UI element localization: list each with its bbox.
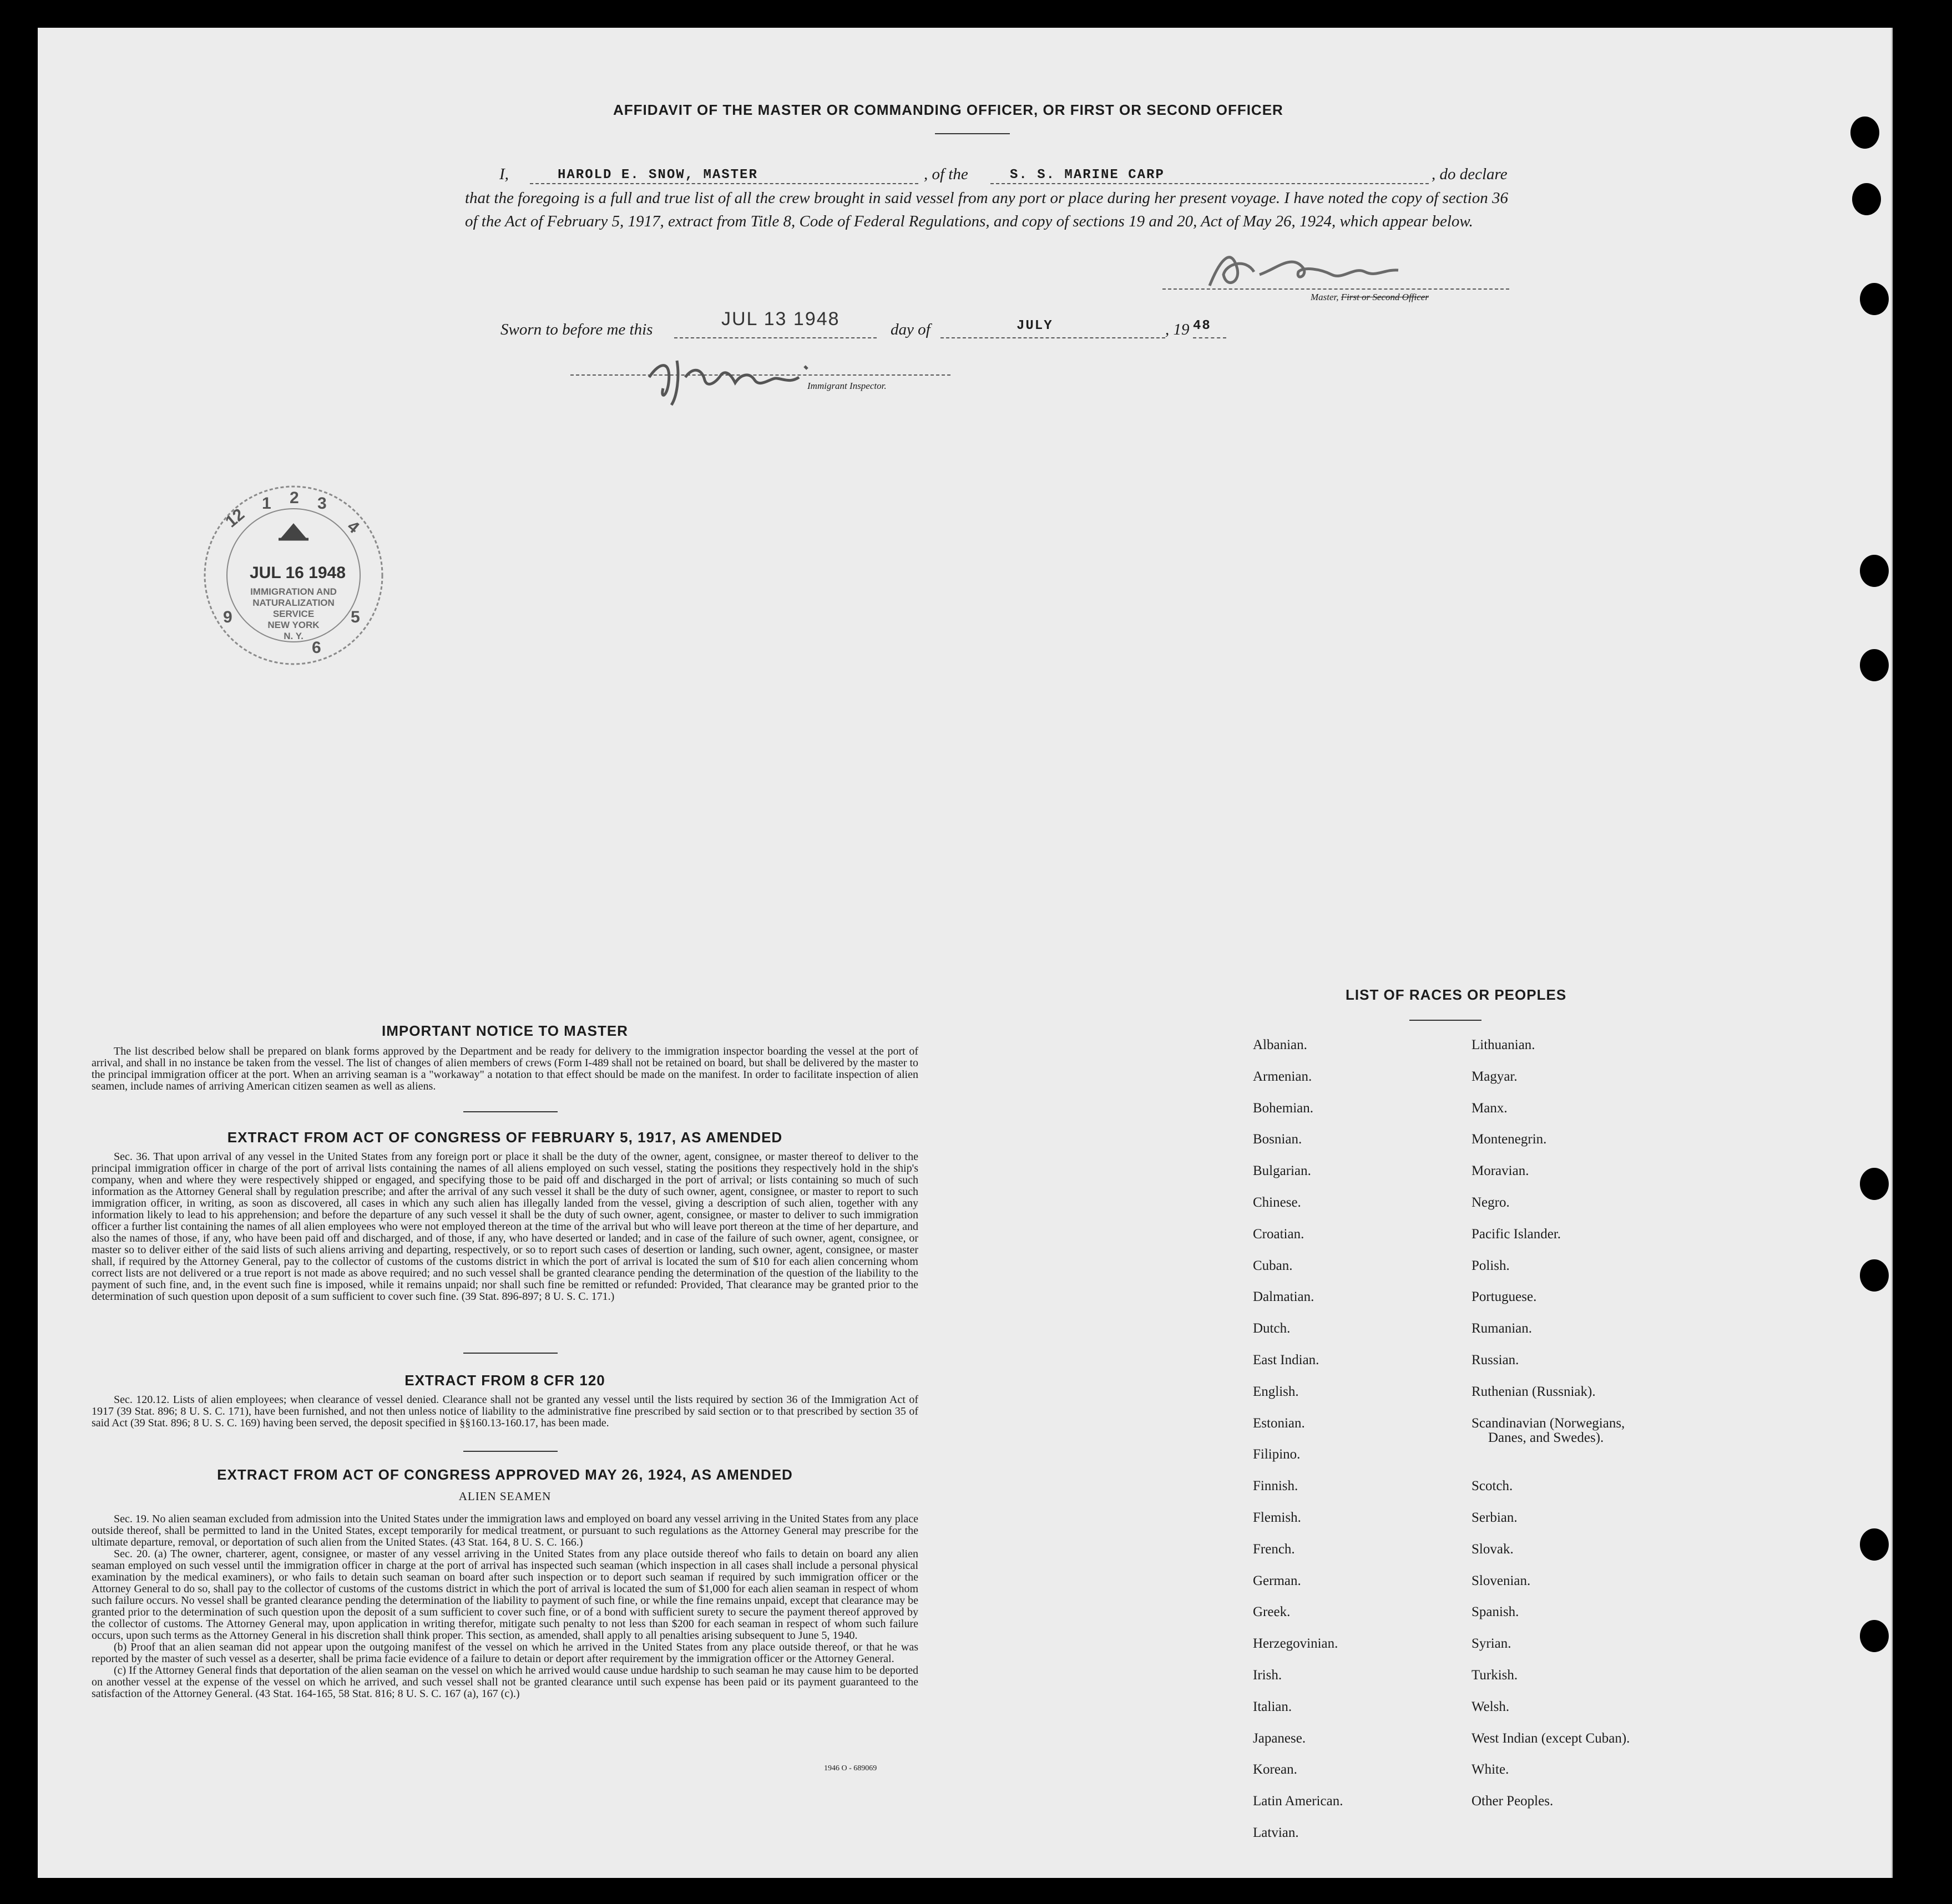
- punch-hole: [1852, 183, 1881, 215]
- punch-hole: [1860, 555, 1889, 587]
- race-item: Estonian.: [1253, 1415, 1305, 1431]
- of-the-label: , of the: [924, 165, 968, 183]
- race-item: Russian.: [1471, 1353, 1519, 1368]
- year-line: [1193, 337, 1226, 338]
- inspector-signature-line: [570, 374, 950, 376]
- stamp-line: NATURALIZATION: [252, 597, 335, 608]
- year-prefix: , 19: [1165, 321, 1190, 338]
- race-item: Rumanian.: [1471, 1321, 1533, 1336]
- race-item: Bulgarian.: [1253, 1163, 1311, 1179]
- extract-1917-title: EXTRACT FROM ACT OF CONGRESS OF FEBRUARY 5, 1917, AS AMENDED: [227, 1129, 783, 1146]
- affidavit-title: AFFIDAVIT OF THE MASTER OR COMMANDING OFFICER, OR FIRST OR SECOND OFFICER: [613, 102, 1283, 118]
- race-item: Moravian.: [1471, 1163, 1529, 1179]
- race-item: Finnish.: [1253, 1478, 1298, 1494]
- svg-text:2: 2: [290, 489, 299, 507]
- inspector-caption: Immigrant Inspector.: [807, 381, 887, 391]
- race-item: Syrian.: [1471, 1636, 1511, 1652]
- section-rule: [463, 1353, 558, 1354]
- race-item: Dutch.: [1253, 1321, 1291, 1336]
- month: JULY: [1017, 318, 1053, 333]
- race-item: Spanish.: [1471, 1604, 1519, 1620]
- vessel-name: S. S. MARINE CARP: [1010, 168, 1165, 183]
- sworn-label: Sworn to before me this: [500, 321, 653, 338]
- race-item: Armenian.: [1253, 1069, 1312, 1084]
- race-item: Serbian.: [1471, 1510, 1518, 1525]
- race-item: Irish.: [1253, 1668, 1282, 1683]
- section-rule: [463, 1451, 558, 1452]
- race-item: Italian.: [1253, 1699, 1292, 1714]
- svg-text:3: 3: [317, 494, 327, 513]
- master-caption-label: Master,: [1311, 292, 1339, 302]
- immigration-stamp: [201, 484, 387, 667]
- race-item: Japanese.: [1253, 1730, 1306, 1746]
- extract-1924-paragraph: (c) If the Attorney General finds that deportation of the alien seaman on the vessel on which he arrived would cause undue hardship to such seaman he may cause him to be deported on another vessel at the expense of the vessel on which he arrived, and such vessel shall not be granted clearance until such expense has been paid or its payment guaranteed to the satisfaction of the Attorney General. (43 Stat. 164-165, 58 Stat. 816; 8 U. S. C. 167 (a), 167 (c).): [92, 1664, 918, 1700]
- race-item: German.: [1253, 1573, 1301, 1588]
- race-item: Ruthenian (Russniak).: [1471, 1384, 1596, 1399]
- punch-hole: [1860, 1259, 1889, 1292]
- punch-hole: [1860, 1528, 1889, 1561]
- punch-hole: [1860, 1620, 1889, 1652]
- race-item: Polish.: [1471, 1258, 1510, 1273]
- race-item: Albanian.: [1253, 1037, 1307, 1052]
- race-item: Lithuanian.: [1471, 1037, 1535, 1052]
- sworn-stamp-date: JUL 13 1948: [721, 308, 840, 330]
- extract-cfr-body: [92, 1394, 918, 1429]
- race-item: Other Peoples.: [1471, 1794, 1554, 1809]
- races-rule: [1409, 1020, 1481, 1021]
- extract-1924-paragraph: Sec. 20. (a) The owner, charterer, agent, consignee, or master of any vessel arriving in the United States from any place outside thereof who fails to detain on board any alien seaman employed on such vessel until the immigration officer in charge at the port of arrival has inspected such seaman (which inspection in all cases shall include a personal physical examination by the medical examiners), or who fails to detain such seaman on board after such inspection or to deport such seaman if required by such immigration officer or the Attorney General to do so, shall pay to the collector of customs of the customs district in which the port of arrival is located the sum of $1,000 for each alien seaman in respect of whom such failure occurs. No vessel shall be granted clearance pending the determination of the liability to payment of such fine, or while the fine remains unpaid, except that clearance may be granted prior to the determination of such question upon the deposit of a sum sufficient to cover such fine, or of a bond with sufficient surety to secure the payment thereof approved by the collector of customs. The Attorney General may, upon application in writing therefor, mitigate such penalty to not less than $200 for each seaman in respect of whom such failure occurs, upon such terms as the Attorney General in his discretion shall think proper. This section, as amended, shall apply to all penalties arising subsequent to June 5, 1940.: [92, 1548, 918, 1642]
- inspector-signature: [638, 344, 849, 411]
- do-declare-label: , do declare: [1432, 165, 1508, 183]
- stamp-date: JUL 16 1948: [250, 564, 346, 582]
- master-caption-struck: First or Second Officer: [1341, 292, 1429, 302]
- race-item: Croatian.: [1253, 1226, 1304, 1242]
- race-item: Herzegovinian.: [1253, 1636, 1338, 1652]
- race-item: Montenegrin.: [1471, 1132, 1547, 1147]
- section-rule: [463, 1111, 558, 1112]
- master-signature-line: [1162, 288, 1509, 290]
- master-name: HAROLD E. SNOW, MASTER: [558, 168, 758, 183]
- race-item: Scandinavian (Norwegians,: [1471, 1415, 1625, 1431]
- punch-hole: [1850, 117, 1879, 149]
- punch-hole: [1860, 649, 1889, 681]
- extract-cfr-title: EXTRACT FROM 8 CFR 120: [404, 1372, 605, 1389]
- extract-1924-paragraph: (b) Proof that an alien seaman did not appear upon the outgoing manifest of the vessel on which he arrived in the United States from any place outside thereof, or that he was reported by the master of such vessel as a deserter, shall be prima facie evidence of a failure to detain or deport after requirement by the immigration officer or the Attorney General.: [92, 1641, 918, 1665]
- master-caption: [1311, 292, 1429, 303]
- svg-text:12: 12: [222, 505, 249, 531]
- race-item: Flemish.: [1253, 1510, 1301, 1525]
- race-item: Latin American.: [1253, 1794, 1343, 1809]
- title-rule: [935, 133, 1010, 134]
- race-item: Cuban.: [1253, 1258, 1293, 1273]
- race-item: Welsh.: [1471, 1699, 1510, 1714]
- race-item: Turkish.: [1471, 1668, 1518, 1683]
- svg-text:9: 9: [223, 608, 232, 626]
- extract-1924-paragraph: Sec. 19. No alien seaman excluded from admission into the United States under the immigration laws and employed on board any vessel arriving in the United States from any place outside thereof, shall be permitted to land in the United States, except temporarily for medical treatment, or pursuant to such regulations as the Attorney General may prescribe for the ultimate departure, removal, or deportation of such alien from the United States. (43 Stat. 164, 8 U. S. C. 166.): [92, 1513, 918, 1548]
- race-item: Portuguese.: [1471, 1289, 1537, 1305]
- svg-text:1: 1: [262, 494, 271, 513]
- race-item: Bosnian.: [1253, 1132, 1302, 1147]
- race-item-continuation: Danes, and Swedes).: [1488, 1430, 1604, 1445]
- year-suffix: 48: [1193, 318, 1211, 333]
- notice-title: IMPORTANT NOTICE TO MASTER: [382, 1022, 628, 1039]
- master-signature: [1193, 236, 1426, 297]
- svg-text:6: 6: [312, 639, 321, 657]
- race-item: Negro.: [1471, 1195, 1510, 1210]
- race-item: White.: [1471, 1762, 1509, 1778]
- race-item: Magyar.: [1471, 1069, 1518, 1084]
- notice-paragraph: The list described below shall be prepared on blank forms approved by the Department and be ready for delivery to the immigration inspector boarding the vessel at the port of arrival, and shall in no instance be taken from the vessel. The list of changes of alien members of crews (Form I-489 shall not be retained on board, but shall be delivered by the master to the principal immigration officer at the port. When an arriving seaman is a "workaway" a notation to that effect should be made on the manifest. In order to facilitate inspection of alien seamen, include names of arriving American citizen seamen as well as aliens.: [92, 1045, 918, 1092]
- race-item: Dalmatian.: [1253, 1289, 1314, 1305]
- race-item: Korean.: [1253, 1762, 1297, 1778]
- notice-body: [92, 1046, 918, 1092]
- sworn-date-line: [674, 337, 877, 338]
- svg-text:5: 5: [351, 608, 360, 626]
- race-item: East Indian.: [1253, 1353, 1319, 1368]
- day-of-label: day of: [891, 321, 931, 338]
- print-code: 1946 O - 689069: [824, 1764, 877, 1773]
- month-line: [940, 337, 1165, 338]
- race-item: Latvian.: [1253, 1825, 1299, 1840]
- race-item: Slovak.: [1471, 1541, 1514, 1557]
- affidavit-i-label: I,: [499, 165, 509, 183]
- race-item: Pacific Islander.: [1471, 1226, 1561, 1242]
- extract-cfr-paragraph: Sec. 120.12. Lists of alien employees; when clearance of vessel denied. Clearance shall not be granted any vessel until the lists required by section 36 of the Immigration Act of 1917 (39 Stat. 896; 8 U. S. C. 171), have been furnished, and not then unless notice of liability to the administrative fine prescribed by said section or to that prescribed by section 35 of said Act (39 Stat. 896; 8 U. S. C. 169) having been served, the deposit specified in §§160.13-160.17, has been made.: [92, 1394, 918, 1429]
- race-item: Chinese.: [1253, 1195, 1301, 1210]
- vessel-name-line: [990, 183, 1429, 184]
- stamp-line: SERVICE: [272, 609, 315, 619]
- punch-hole: [1860, 1168, 1889, 1200]
- svg-text:4: 4: [343, 517, 363, 538]
- race-item: English.: [1253, 1384, 1299, 1399]
- race-item: Scotch.: [1471, 1478, 1513, 1494]
- stamp-line: NEW YORK: [267, 620, 320, 630]
- punch-hole: [1860, 283, 1889, 315]
- affidavit-body: that the foregoing is a full and true list of all the crew brought in said vessel from any port or place during her present voyage. I have noted the copy of section 36 of the Act of February 5, 1917, extract from Title 8, Code of Federal Regulations, and copy of sections 19 and 20, Act of May 26, 1924, which appear below.: [465, 189, 1508, 230]
- race-item: West Indian (except Cuban).: [1471, 1730, 1630, 1746]
- race-item: Greek.: [1253, 1604, 1291, 1620]
- race-item: Filipino.: [1253, 1447, 1301, 1462]
- stamp-line: IMMIGRATION AND: [250, 586, 337, 597]
- master-name-line: [530, 183, 918, 184]
- race-item: Bohemian.: [1253, 1100, 1314, 1116]
- stamp-line: N. Y.: [284, 631, 304, 641]
- extract-1924-subtitle: ALIEN SEAMEN: [458, 1490, 552, 1503]
- extract-1924-body: [92, 1513, 918, 1700]
- extract-1917-paragraph: Sec. 36. That upon arrival of any vessel in the United States from any foreign port or place it shall be the duty of the owner, agent, consignee, or master thereof to deliver to the principal immigration officer in charge of the port of arrival lists containing the names of all aliens employed on such vessel, stating the positions they respectively hold in the ship's company, when and where they were respectively shipped or engaged, and specifying those to be paid off and discharged in the port of arrival; or lists containing so much of such information as the Attorney General shall by regulation prescribe; and after the arrival of any such vessel it shall be the duty of such owner, agent, consignee, or master to report to such immigration officer, in writing, as soon as discovered, all cases in which any such alien has illegally landed from the vessel, giving a description of such alien, together with any information likely to lead to his apprehension; and before the departure of any such vessel it shall be the duty of such owner, agent, consignee, or master to deliver to such immigration officer a further list containing the names of all alien employees who were not employed thereon at the time of the arrival but who will leave port thereon at the time of her departure, and also the names of those, if any, who have been paid off and discharged, and of those, if any, who have deserted or landed; and in case of the failure of such owner, agent, consignee, or master so to deliver either of the said lists of such aliens arriving and departing, respectively, or so to report such cases of desertion or landing, such owner, agent, consignee, or master shall, if required by the Attorney General, pay to the collector of customs of the customs district in which the port of arrival is located the sum of $10 for each alien concerning whom correct lists are not delivered or a true report is not made as above required; and no such vessel shall be granted clearance pending the determination of the question of the liability to the payment of such fine, and, in the event such fine is imposed, while it remains unpaid; nor shall such fine be remitted or refunded: Provided, That clearance may be granted prior to the determination of such question upon deposit of a sum sufficient to cover such fine. (39 Stat. 896-897; 8 U. S. C. 171.): [92, 1151, 918, 1303]
- race-item: French.: [1253, 1541, 1295, 1557]
- race-item: Slovenian.: [1471, 1573, 1531, 1588]
- race-item: Manx.: [1471, 1100, 1508, 1116]
- extract-1917-body: [92, 1151, 918, 1303]
- races-title: LIST OF RACES OR PEOPLES: [1346, 986, 1567, 1003]
- extract-1924-title: EXTRACT FROM ACT OF CONGRESS APPROVED MAY 26, 1924, AS AMENDED: [217, 1466, 793, 1483]
